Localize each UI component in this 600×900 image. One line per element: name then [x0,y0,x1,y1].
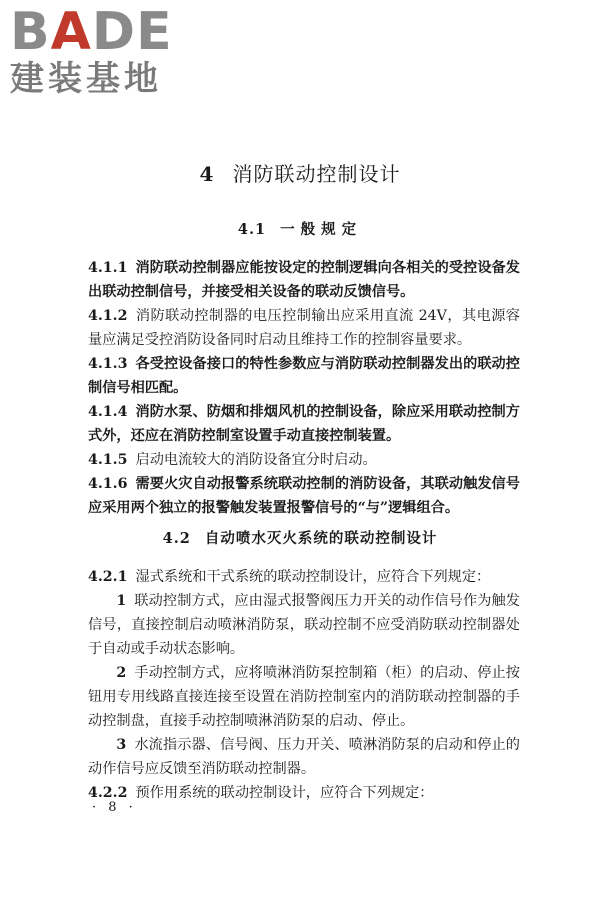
clause-id: 4.1.3 [88,356,128,372]
list-item-2 [88,661,520,733]
clause-4-2-2 [88,781,520,805]
logo-letter-a: A [50,2,92,62]
clause-id: 4.1.6 [88,476,128,492]
clause-4-1-6 [88,472,520,520]
item-number: 1 [116,593,127,609]
item-text: 联动控制方式，应由湿式报警阀压力开关的动作信号作为触发信号，直接控制启动喷淋消防泵，联动控制不应受消防联动控制器处于自动或手动状态影响。 [88,593,520,657]
bade-logo [10,2,180,99]
section-number: 4.1 [237,221,267,238]
clause-4-1-5 [88,448,520,472]
clause-id: 4.1.5 [88,452,128,468]
page-number: · 8 · [92,800,137,815]
clause-id: 4.2.1 [88,569,128,585]
item-number: 2 [116,665,127,681]
clause-text: 启动电流较大的消防设备宜分时启动。 [135,452,377,468]
clause-text: 预作用系统的联动控制设计，应符合下列规定： [135,785,434,801]
logo-subtitle: 建装基地 [10,59,162,99]
logo-letter-b: B [10,2,51,62]
clause-text: 湿式系统和干式系统的联动控制设计，应符合下列规定： [135,569,491,585]
clause-id: 4.2.2 [88,785,128,801]
chapter-number: 4 [199,162,215,186]
section-number: 4.2 [162,530,191,547]
section-title-4-2 [0,527,600,548]
list-item-1 [88,589,520,661]
logo-letter-d: D [91,2,137,62]
clause-text: 消防联动控制器应能按设定的控制逻辑向各相关的受控设备发出联动控制信号，并接受相关设备的联动反馈信号。 [88,260,520,300]
clause-text: 消防联动控制器的电压控制输出应采用直流 24V，其电源容量应满足受控消防设备同时启动且维持工作的控制容量要求。 [88,308,520,348]
list-item-3 [88,733,520,781]
clause-text: 消防水泵、防烟和排烟风机的控制设备，除应采用联动控制方式外，还应在消防控制室设置手动直接控制装置。 [88,404,520,444]
section-4-1-body [88,256,520,520]
logo-letter-e: E [136,2,173,62]
clause-text: 各受控设备接口的特性参数应与消防联动控制器发出的联动控制信号相匹配。 [88,356,520,396]
clause-4-1-1 [88,256,520,304]
clause-id: 4.1.4 [88,404,128,420]
section-title-text: 一般规定 [280,221,363,238]
item-text: 水流指示器、信号阀、压力开关、喷淋消防泵的启动和停止的动作信号应反馈至消防联动控制器。 [88,737,520,777]
item-text: 手动控制方式，应将喷淋消防泵控制箱（柜）的启动、停止按钮用专用线路直接连接至设置在消防控制室内的消防联动控制器的手动控制盘，直接手动控制喷淋消防泵的启动、停止。 [88,665,520,729]
item-number: 3 [116,737,127,753]
clause-4-1-4 [88,400,520,448]
logo-wordmark [10,2,180,62]
clause-id: 4.1.1 [88,260,128,276]
clause-4-1-2 [88,304,520,352]
section-title-4-1 [0,218,600,239]
clause-4-2-1 [88,565,520,589]
section-4-2-body [88,565,520,805]
clause-id: 4.1.2 [88,308,128,324]
chapter-title-text: 消防联动控制设计 [232,162,401,186]
chapter-title [0,158,600,187]
clause-4-1-3 [88,352,520,400]
clause-text: 需要火灾自动报警系统联动控制的消防设备，其联动触发信号应采用两个独立的报警触发装置报警信号的“与”逻辑组合。 [88,476,520,516]
section-title-text: 自动喷水灭火系统的联动控制设计 [204,530,438,547]
